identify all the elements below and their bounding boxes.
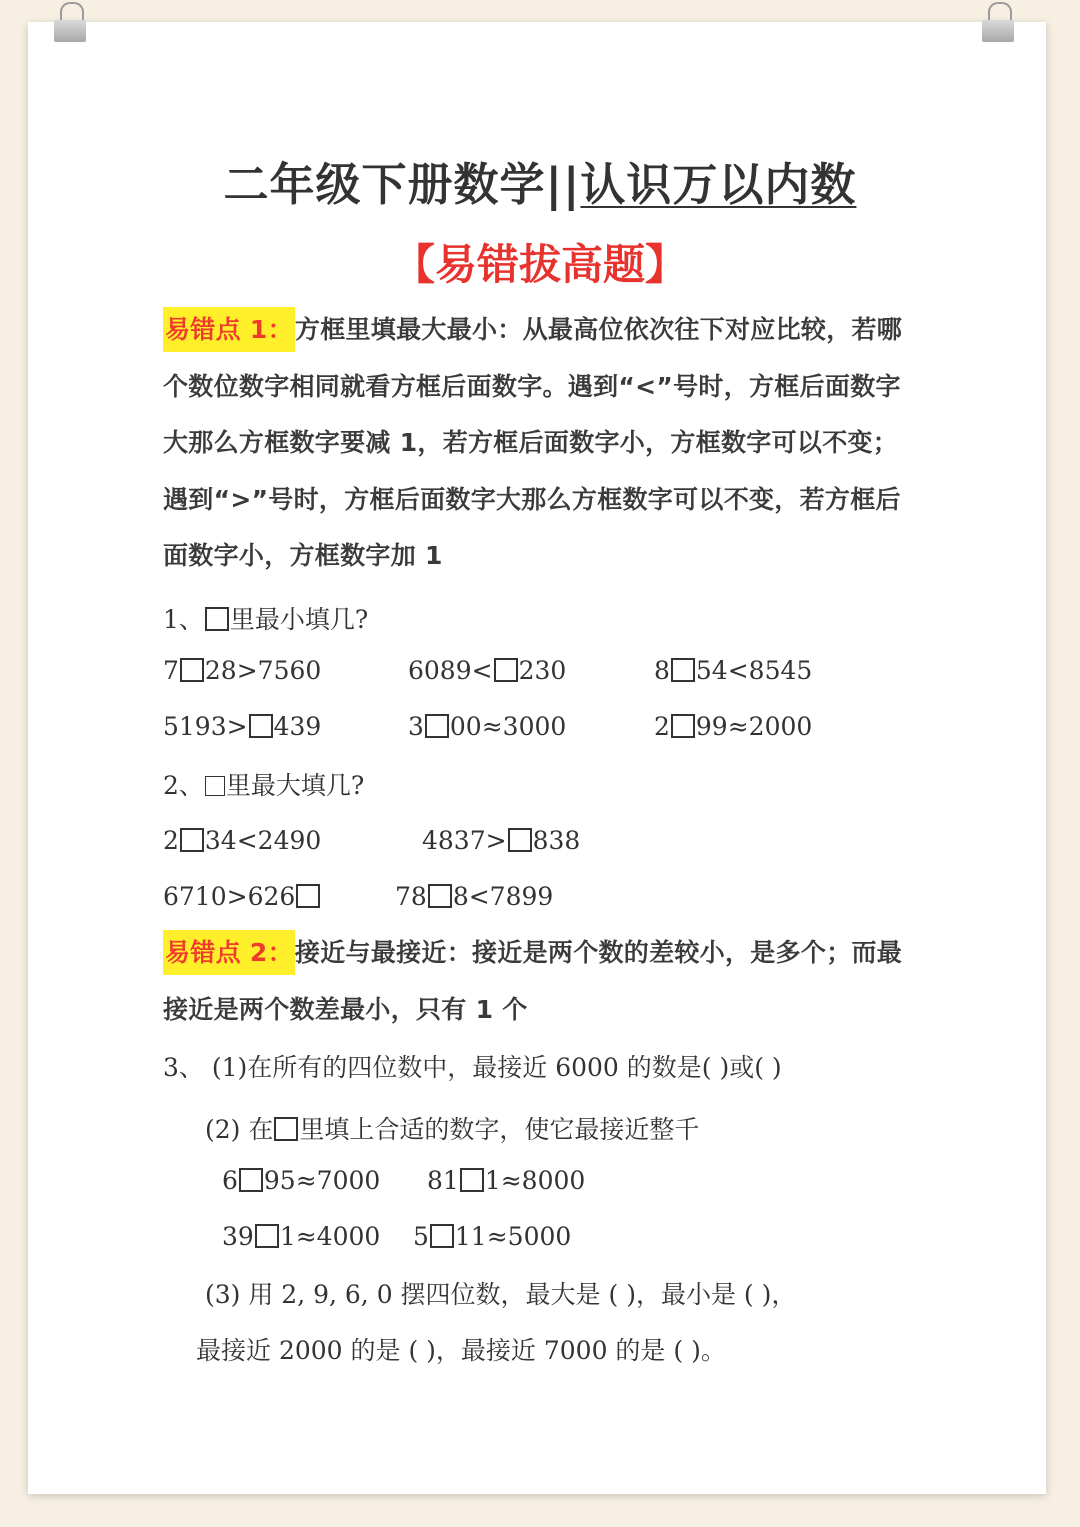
q2-text: 里最大填几? <box>225 771 365 800</box>
q3-item: 39 1≈4000 <box>222 1222 381 1251</box>
question-2-title <box>163 766 364 802</box>
answer-box[interactable] <box>425 714 449 738</box>
q1-item: 2 99≈2000 <box>654 712 813 741</box>
binder-clip-icon <box>50 0 90 44</box>
question-3-line1: 3、 (1)在所有的四位数中，最接近 6000 的数是( )或( ) <box>163 1053 782 1082</box>
tip-2-label: 易错点 2： <box>163 930 295 975</box>
q3-item: 5 11≈5000 <box>413 1222 572 1251</box>
answer-box[interactable] <box>494 658 518 682</box>
tip-1-label: 易错点 1： <box>163 307 295 352</box>
answer-box[interactable] <box>428 884 452 908</box>
q1-text: 里最小填几? <box>229 605 369 634</box>
tip-1-text: 方框里填最大最小：从最高位依次往下对应比较，若哪个数位数字相同就看方框后面数字。遇到“<”号时，方框后面数字大那么方框数字要减 1，若方框后面数字小，方框数字可以不变；遇到“>”号时，方框后面数字大那么方框数字可以不变，若方框后面数字小，方框数字加 1 <box>163 315 903 570</box>
question-3-line3: (3) 用 2, 9, 6, 0 摆四位数，最大是 ( )，最小是 ( )， <box>205 1280 797 1309</box>
title-part2: 认识万以内数 <box>580 158 857 211</box>
q2-number: 2、 <box>163 771 204 800</box>
q1-number: 1、 <box>163 605 204 634</box>
answer-box[interactable] <box>671 714 695 738</box>
answer-box[interactable] <box>430 1224 454 1248</box>
answer-box <box>205 776 225 796</box>
answer-box[interactable] <box>180 658 204 682</box>
answer-box[interactable] <box>180 828 204 852</box>
page-title <box>0 148 1080 213</box>
tip-2 <box>163 925 923 1038</box>
question-3-line2: (2) 在 里填上合适的数字，使它最接近整千 <box>205 1115 700 1144</box>
q1-item: 8 54<8545 <box>654 656 813 685</box>
q1-item: 3 00≈3000 <box>408 712 567 741</box>
q1-item: 7 28>7560 <box>163 656 322 685</box>
title-part1: 二年级下册数学|| <box>223 158 581 211</box>
q2-item: 2 34<2490 <box>163 826 322 855</box>
answer-box <box>205 607 229 631</box>
page-subtitle: 【易错拔高题】 <box>392 240 687 289</box>
q2-item: 4837> 838 <box>422 826 581 855</box>
answer-box[interactable] <box>296 884 320 908</box>
answer-box[interactable] <box>249 714 273 738</box>
binder-clip-icon <box>978 0 1018 44</box>
q1-item: 5193> 439 <box>163 712 322 741</box>
answer-box[interactable] <box>508 828 532 852</box>
q1-item: 6089< 230 <box>408 656 567 685</box>
question-1-title <box>163 600 368 636</box>
q3-item: 6 95≈7000 <box>222 1166 381 1195</box>
question-3-line4: 最接近 2000 的是 ( )，最接近 7000 的是 ( )。 <box>196 1336 726 1365</box>
answer-box[interactable] <box>460 1168 484 1192</box>
answer-box[interactable] <box>239 1168 263 1192</box>
answer-box[interactable] <box>671 658 695 682</box>
q2-item: 78 8<7899 <box>395 882 554 911</box>
q3-item: 81 1≈8000 <box>427 1166 586 1195</box>
q2-item: 6710>626 <box>163 882 321 911</box>
answer-box[interactable] <box>255 1224 279 1248</box>
tip-2-text: 接近与最接近：接近是两个数的差较小，是多个；而最接近是两个数差最小，只有 1 个 <box>163 938 903 1024</box>
tip-1 <box>163 302 923 585</box>
answer-box <box>274 1117 298 1141</box>
